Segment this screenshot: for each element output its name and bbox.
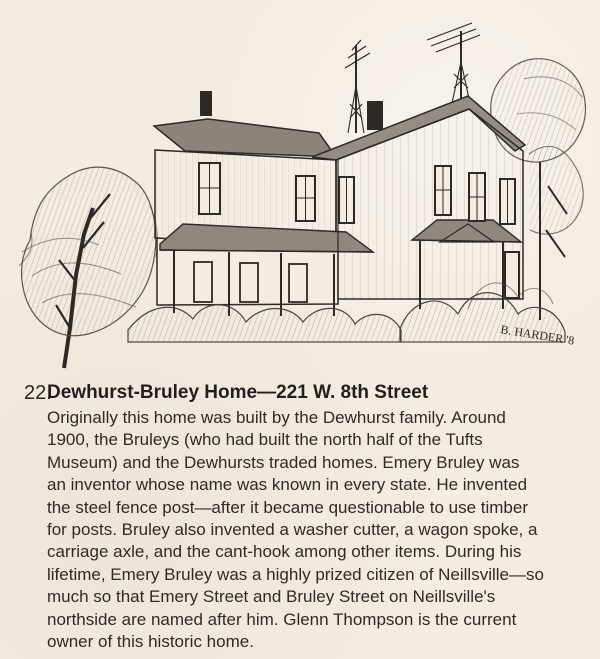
entry-line: much so that Emery Street and Bruley Street on Neillsville's <box>47 587 496 607</box>
entry-line: Originally this home was built by the Dewhurst family. Around <box>47 408 506 427</box>
entry-section <box>0 380 600 659</box>
entry-line: the steel fence post—after it became questionable to use timber <box>47 497 528 517</box>
entry-line: lifetime, Emery Bruley was a highly prized citizen of Neillsville—so <box>47 564 544 584</box>
entry-number: 22. <box>24 382 52 404</box>
entry-line: owner of this historic home. <box>47 632 254 652</box>
entry-line: for posts. Bruley also invented a washer cutter, a wagon spoke, a <box>47 520 538 540</box>
artist-signature: B. HARDER '8 <box>499 322 576 348</box>
entry-line: carriage axle, and the cant-hook among other items. During his <box>47 542 522 562</box>
entry-line: an inventor whose name was known in every state. He invented <box>47 475 528 495</box>
entry-line: northside are named after him. Glenn Thompson is the current <box>47 609 517 629</box>
house <box>154 91 525 316</box>
entry-line: 1900, the Bruleys (who had built the north half of the Tufts <box>47 430 483 450</box>
entry-line: Museum) and the Dewhursts traded homes. Emery Bruley was <box>47 452 520 472</box>
entry-title: Dewhurst-Bruley Home—221 W. 8th Street <box>47 382 429 403</box>
entry-body <box>47 407 592 653</box>
